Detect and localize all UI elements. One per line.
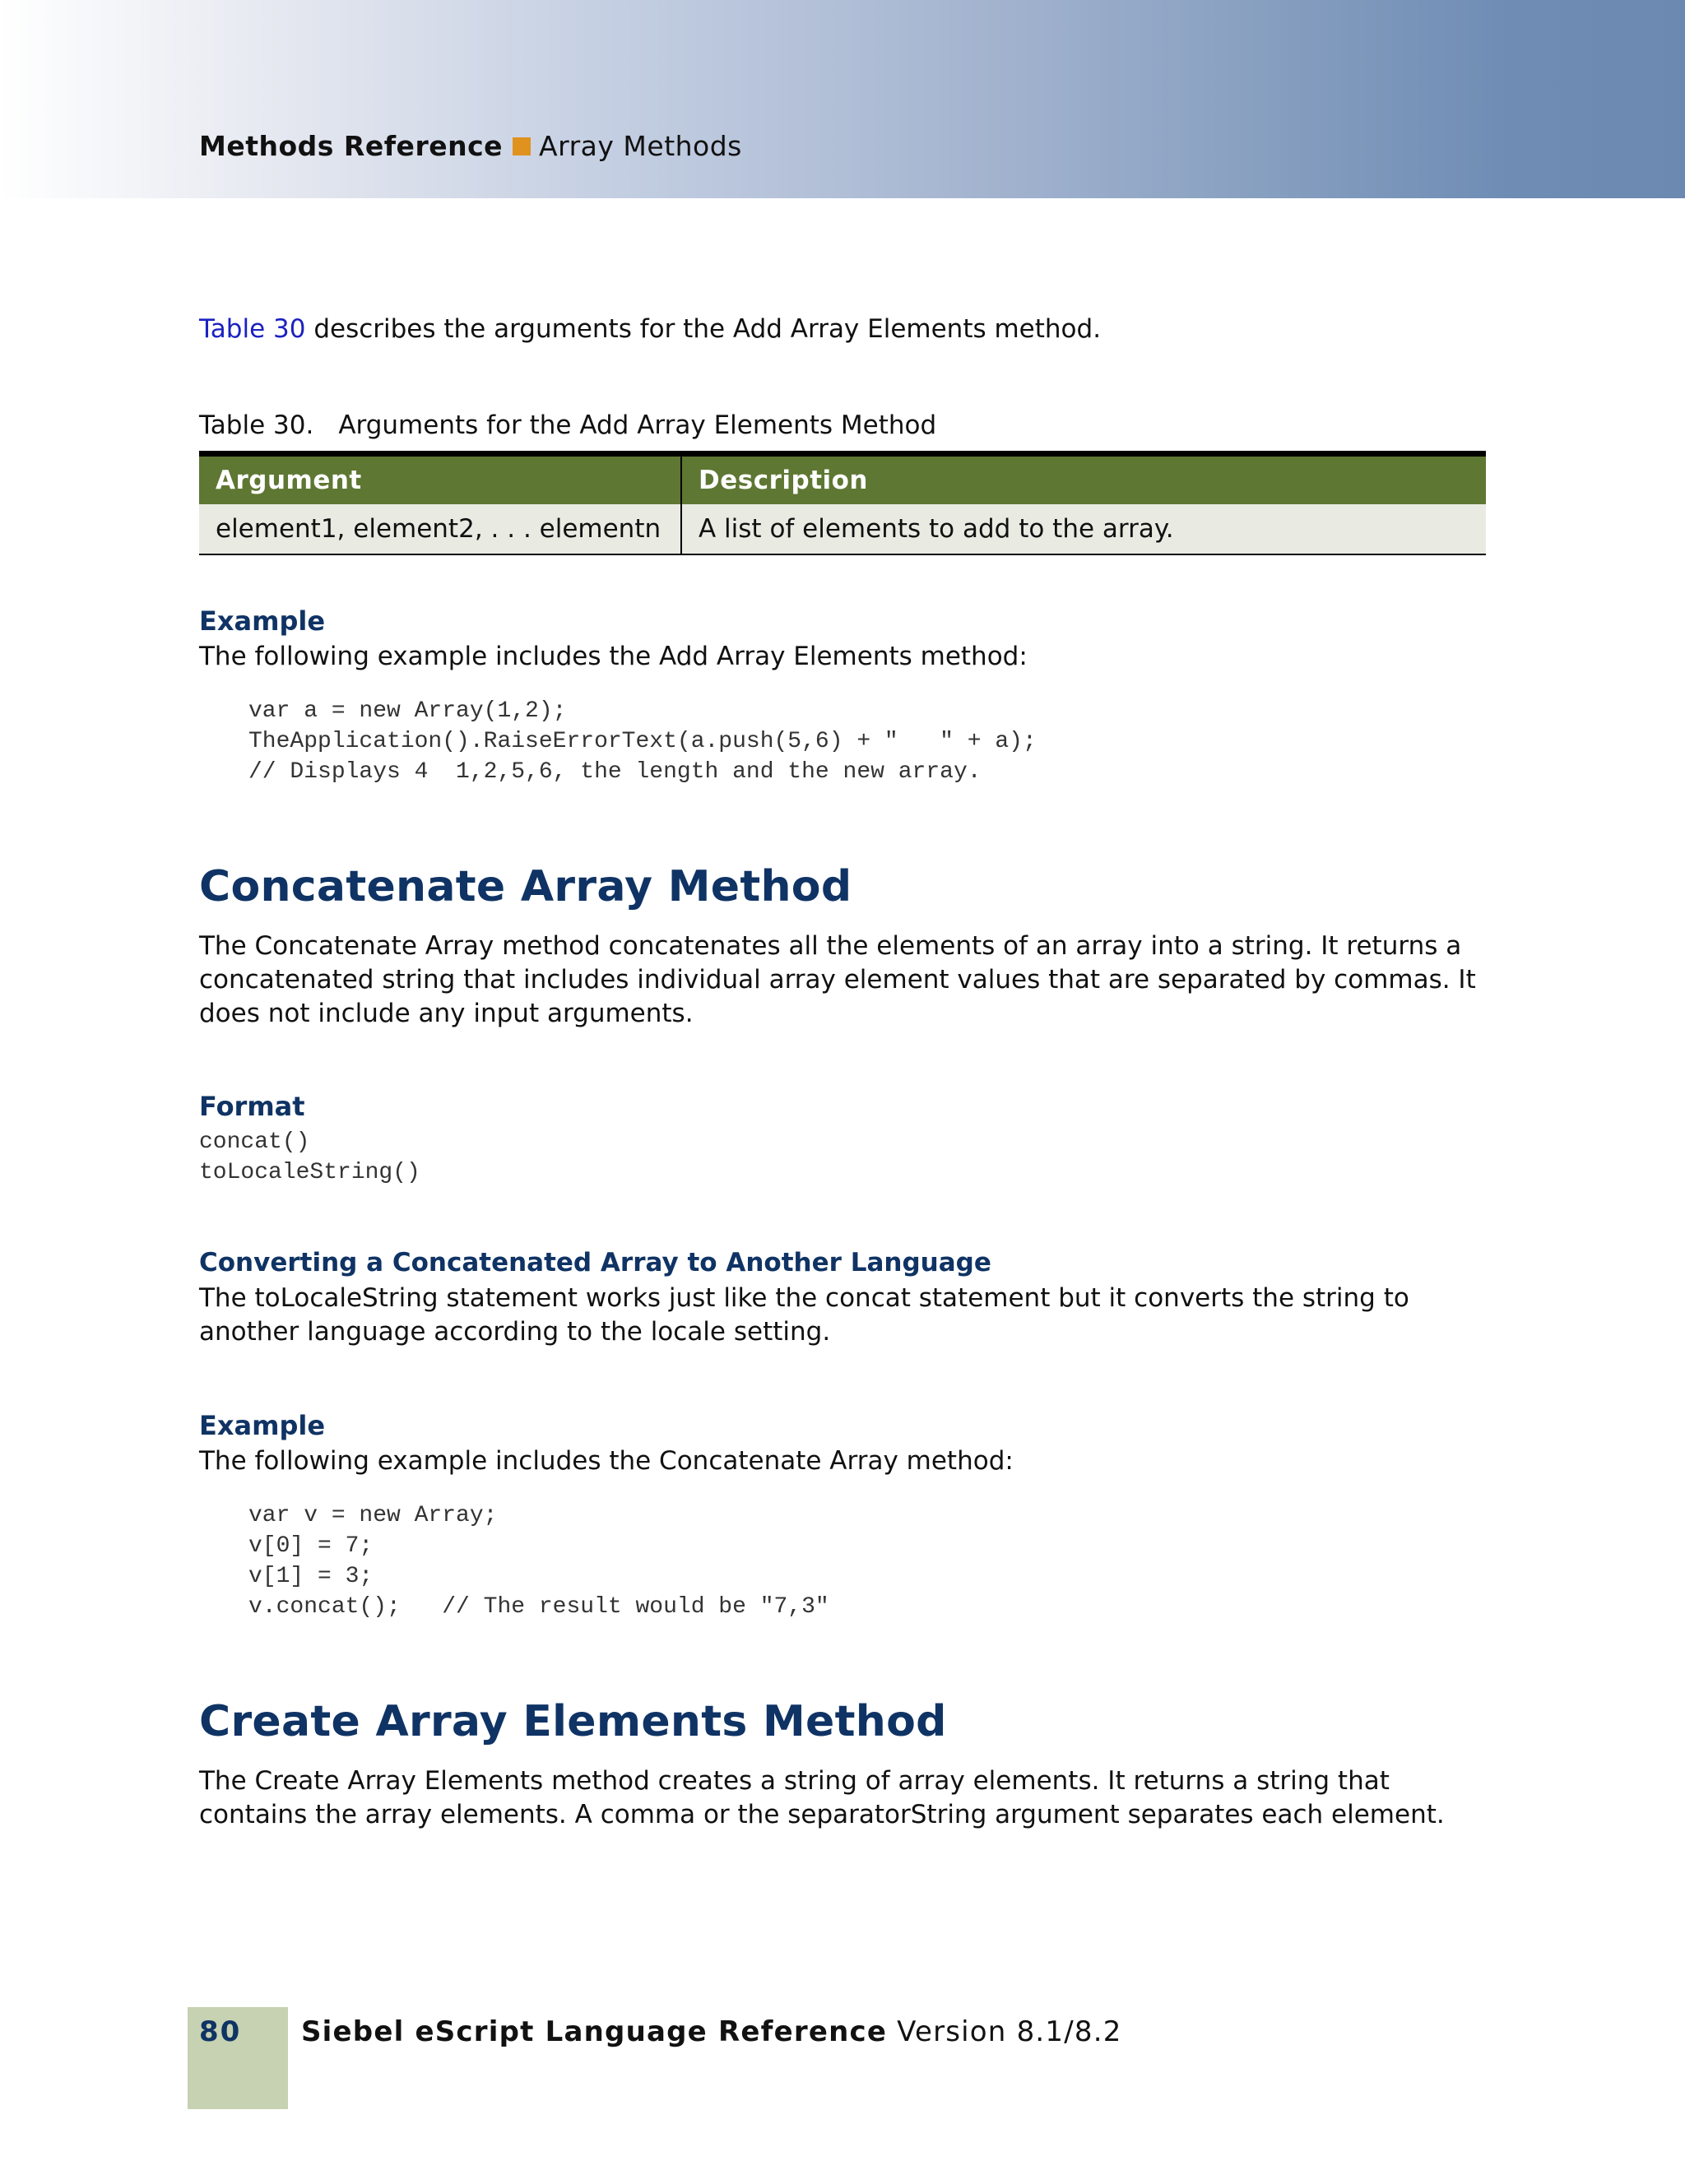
code-line: v[0] = 7; xyxy=(248,1533,374,1559)
table-caption xyxy=(199,409,936,443)
code-line: var v = new Array; xyxy=(248,1503,498,1528)
intro-paragraph xyxy=(199,313,1101,346)
intro-text: describes the arguments for the Add Array Elements method. xyxy=(305,314,1102,344)
header-band xyxy=(0,0,1685,198)
table-caption-number: Table 30. xyxy=(199,410,314,440)
converting-text: The toLocaleString statement works just like the concat statement but it converts the string to another language according to the locale setting. xyxy=(199,1283,1409,1347)
table-caption-title: Arguments for the Add Array Elements Method xyxy=(338,410,937,440)
table-row xyxy=(199,504,1486,554)
format-code-block xyxy=(199,1127,420,1188)
running-header xyxy=(199,128,742,165)
column-header-description: Description xyxy=(681,454,1486,505)
book-version: Version 8.1/8.2 xyxy=(887,2015,1122,2048)
code-line: v[1] = 3; xyxy=(248,1564,374,1589)
page-number: 80 xyxy=(199,2015,242,2048)
code-line: TheApplication().RaiseErrorText(a.push(5,6) + " " + a); xyxy=(248,729,1037,754)
orange-square-bullet-icon xyxy=(513,137,531,155)
create-section-title: Create Array Elements Method xyxy=(199,1697,947,1746)
header-section: Methods Reference xyxy=(199,130,504,162)
code-line: // Displays 4 1,2,5,6, the length and the new array. xyxy=(248,759,982,785)
concatenate-description: The Concatenate Array method concatenates all the elements of an array into a string. It returns a concatenated string that includes individual array element values that are separated by commas. It does not include any input arguments. xyxy=(199,931,1476,1028)
book-title: Siebel eScript Language Reference xyxy=(301,2015,888,2048)
example-code-block xyxy=(248,696,1037,787)
format-heading: Format xyxy=(199,1091,305,1122)
example-heading: Example xyxy=(199,1410,326,1441)
code-line: var a = new Array(1,2); xyxy=(248,698,567,724)
code-line: concat() xyxy=(199,1129,310,1155)
example-heading: Example xyxy=(199,605,326,637)
table-cell-description: A list of elements to add to the array. xyxy=(681,504,1486,554)
table-cell-argument: element1, element2, . . . elementn xyxy=(199,504,681,554)
code-line: v.concat(); // The result would be "7,3" xyxy=(248,1594,829,1620)
table-header-row xyxy=(199,454,1486,505)
table-30-link[interactable]: Table 30 xyxy=(199,314,306,344)
concatenate-section-title: Concatenate Array Method xyxy=(199,862,852,911)
column-header-argument: Argument xyxy=(199,454,681,505)
header-subsection: Array Methods xyxy=(539,130,742,162)
example-intro: The following example includes the Add Array Elements method: xyxy=(199,642,1028,671)
code-line: toLocaleString() xyxy=(199,1160,420,1185)
arguments-table xyxy=(199,451,1486,555)
example-intro: The following example includes the Concatenate Array method: xyxy=(199,1446,1014,1476)
converting-heading: Converting a Concatenated Array to Another Language xyxy=(199,1248,991,1277)
footer-book-title xyxy=(301,2015,1122,2048)
example-code-block xyxy=(248,1500,829,1622)
create-description: The Create Array Elements method creates a string of array elements. It returns a string that contains the array elements. A comma or the separatorString argument separates each element. xyxy=(199,1766,1445,1829)
